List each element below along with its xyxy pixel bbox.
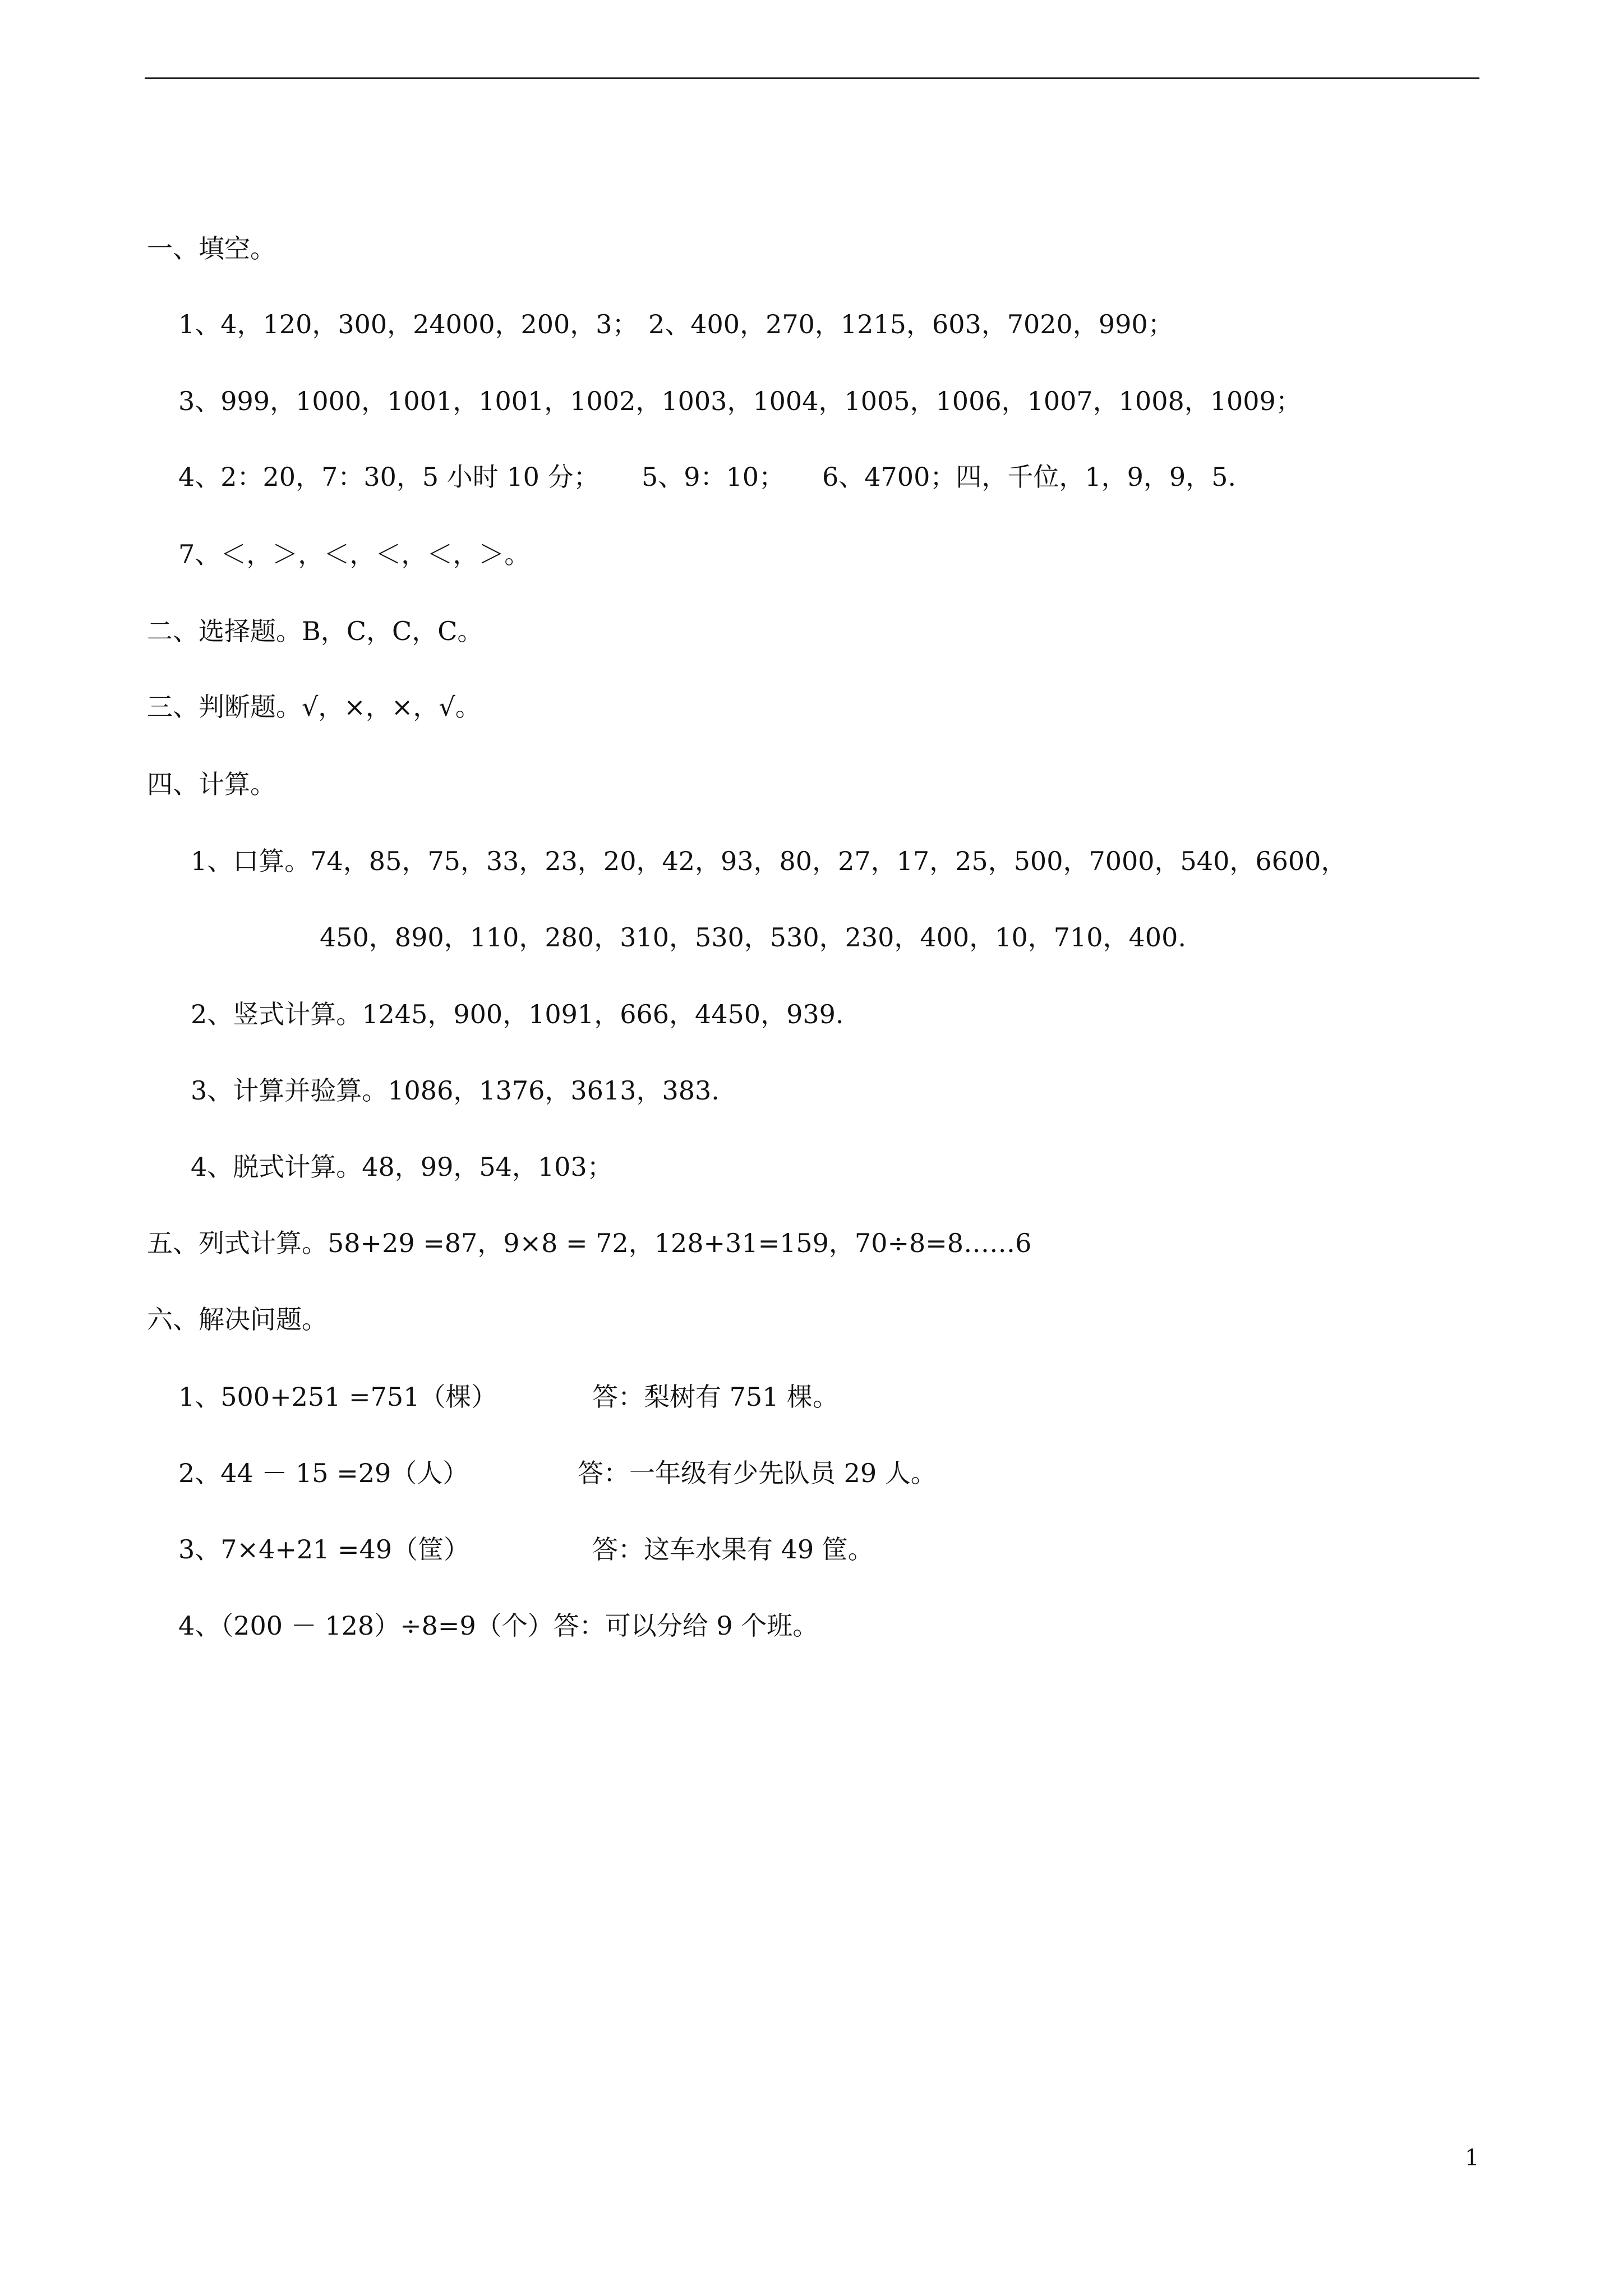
word-problem-3-answer: 答：这车水果有 49 筐。 xyxy=(592,1534,874,1565)
page-number: 1 xyxy=(1465,2145,1479,2171)
section-1-row-1 xyxy=(178,309,1468,340)
vertical-calculation: 2、竖式计算。1245，900，1091，666，4450，939. xyxy=(191,999,844,1029)
fill-blank-q3: 3、999，1000，1001，1001，1002，1003，1004，1005，1006，1007，1008，1009； xyxy=(178,386,1302,416)
word-problem-3-expression: 3、7×4+21 =49（筐） xyxy=(178,1534,470,1565)
header-rule xyxy=(145,77,1479,79)
fill-blank-q1: 1、4，120，300，24000，200，3； xyxy=(178,309,638,339)
word-problem-1-answer: 答：梨树有 751 棵。 xyxy=(592,1382,839,1412)
word-problem-3 xyxy=(178,1534,1468,1565)
fill-blank-q2: 2、400，270，1215，603，7020，990； xyxy=(648,309,1174,339)
word-problem-1 xyxy=(178,1381,1468,1412)
fill-blank-q6: 6、4700；四，千位，1，9，9，5. xyxy=(822,462,1237,492)
section-2-multiple-choice: 二、选择题。B，C，C，C。 xyxy=(147,616,483,646)
word-problem-4: 4、（200 － 128）÷8=9（个）答：可以分给 9 个班。 xyxy=(178,1611,819,1641)
section-1-title: 一、填空。 xyxy=(147,233,276,264)
section-1-row-3 xyxy=(178,461,1468,493)
fill-blank-q7: 7、＜，＞，＜，＜，＜，＞。 xyxy=(178,539,531,569)
word-problem-2-answer: 答：一年级有少先队员 29 人。 xyxy=(578,1458,937,1488)
mental-math-line-1: 1、口算。74，85，75，33，23，20，42，93，80，27，17，25，500，7000，540，6600， xyxy=(191,846,1347,876)
word-problem-2 xyxy=(178,1457,1468,1489)
word-problem-2-expression: 2、44 － 15 =29（人） xyxy=(178,1458,469,1488)
word-problem-1-expression: 1、500+251 =751（棵） xyxy=(178,1382,497,1412)
mental-math-line-2: 450，890，110，280，310，530，530，230，400，10，710，400. xyxy=(320,922,1186,953)
section-6-title: 六、解决问题。 xyxy=(147,1304,328,1335)
section-4-title: 四、计算。 xyxy=(147,769,276,799)
section-5-written-calculation: 五、列式计算。58+29 =87，9×8 = 72，128+31=159，70÷8=8……6 xyxy=(147,1228,1032,1258)
section-3-true-false: 三、判断题。√，×，×，√。 xyxy=(147,692,481,722)
calculate-and-check: 3、计算并验算。1086，1376，3613，383. xyxy=(191,1075,720,1106)
fill-blank-q4: 4、2：20，7：30，5 小时 10 分； xyxy=(178,462,600,492)
fill-blank-q5: 5、9：10； xyxy=(642,462,785,492)
step-by-step-calculation: 4、脱式计算。48，99，54，103； xyxy=(191,1152,613,1182)
